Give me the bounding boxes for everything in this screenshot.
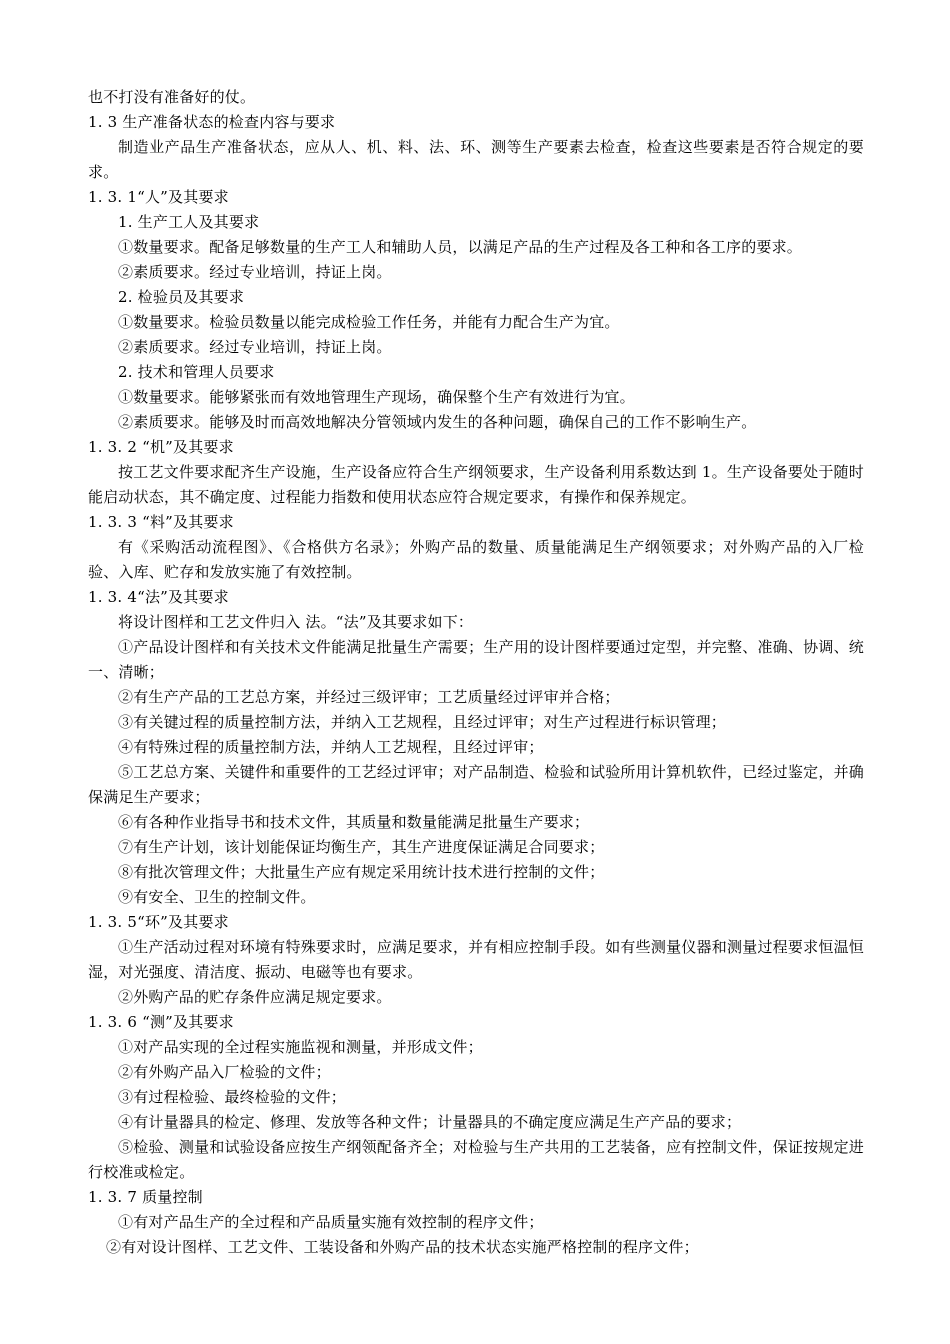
paragraph-line: 2. 技术和管理人员要求: [118, 363, 275, 381]
paragraph-line: ③有关键过程的质量控制方法，并纳入工艺规程，且经过评审；对生产过程进行标识管理；: [118, 713, 727, 731]
paragraph-line: 有《采购活动流程图》、《合格供方名录》；外购产品的数量、质量能满足生产纲领要求；对外购产品的入厂检验、入库、贮存和发放实施了有效控制。: [88, 538, 864, 581]
paragraph-line: ④有特殊过程的质量控制方法，并纳人工艺规程，且经过评审；: [118, 738, 544, 756]
paragraph-line: ①生产活动过程对环境有特殊要求时，应满足要求，并有相应控制手段。如有些测量仪器和测量过程要求恒温恒湿，对光强度、清洁度、振动、电磁等也有要求。: [88, 938, 864, 981]
paragraph-line: ②素质要求。经过专业培训，持证上岗。: [118, 338, 392, 356]
paragraph-line: ②有生产产品的工艺总方案，并经过三级评审；工艺质量经过评审并合格；: [118, 688, 620, 706]
paragraph-line: ①产品设计图样和有关技术文件能满足批量生产需要；生产用的设计图样要通过定型，并完整、准确、协调、统一、清晰；: [88, 638, 864, 681]
section-heading: 1. 3. 4“法”及其要求: [88, 588, 229, 606]
paragraph-line: ⑦有生产计划，该计划能保证均衡生产，其生产进度保证满足合同要求；: [118, 838, 605, 856]
paragraph-line: 按工艺文件要求配齐生产设施，生产设备应符合生产纲领要求，生产设备利用系数达到 1。生产设备要处于随时能启动状态，其不确定度、过程能力指数和使用状态应符合规定要求，有操作和保养规定。: [88, 463, 864, 506]
paragraph-line: ⑤检验、测量和试验设备应按生产纲领配备齐全；对检验与生产共用的工艺装备，应有控制文件，保证按规定进行校准或检定。: [88, 1138, 864, 1181]
section-heading: 1. 3. 7 质量控制: [88, 1188, 203, 1206]
paragraph-line: ②素质要求。能够及时而高效地解决分管领域内发生的各种问题，确保自己的工作不影响生产。: [118, 413, 757, 431]
paragraph-line: ①数量要求。能够紧张而有效地管理生产现场，确保整个生产有效进行为宜。: [118, 388, 635, 406]
paragraph-line: 将设计图样和工艺文件归入 法。“法”及其要求如下：: [118, 613, 474, 631]
paragraph-line: 2. 检验员及其要求: [118, 288, 245, 306]
paragraph-line: ①有对产品生产的全过程和产品质量实施有效控制的程序文件；: [118, 1213, 544, 1231]
paragraph-line: ⑨有安全、卫生的控制文件。: [118, 888, 316, 906]
paragraph-line: ⑧有批次管理文件；大批量生产应有规定采用统计技术进行控制的文件；: [118, 863, 605, 881]
section-heading: 1. 3. 2 “机”及其要求: [88, 438, 234, 456]
paragraph-line: ②素质要求。经过专业培训，持证上岗。: [118, 263, 392, 281]
paragraph-line: 1. 生产工人及其要求: [118, 213, 260, 231]
section-heading: 也不打没有准备好的仗。: [88, 88, 256, 106]
section-heading: 1. 3. 5“环”及其要求: [88, 913, 229, 931]
section-heading: 1. 3. 6 “测”及其要求: [88, 1013, 234, 1031]
paragraph-line: ①对产品实现的全过程实施监视和测量，并形成文件；: [118, 1038, 483, 1056]
paragraph-line: ②有对设计图样、工艺文件、工装设备和外购产品的技术状态实施严格控制的程序文件；: [106, 1238, 699, 1256]
paragraph-line: ⑥有各种作业指导书和技术文件，其质量和数量能满足批量生产要求；: [118, 813, 590, 831]
paragraph-line: 制造业产品生产准备状态，应从人、机、料、法、环、测等生产要素去检查，检查这些要素是否符合规定的要求。: [88, 138, 864, 181]
section-heading: 1. 3. 1“人”及其要求: [88, 188, 229, 206]
document-body: [88, 85, 864, 1260]
paragraph-line: ⑤工艺总方案、关键件和重要件的工艺经过评审；对产品制造、检验和试验所用计算机软件，已经过鉴定，并确保满足生产要求；: [88, 763, 864, 806]
section-heading: 1. 3. 3 “料”及其要求: [88, 513, 234, 531]
paragraph-line: ②有外购产品入厂检验的文件；: [118, 1063, 331, 1081]
paragraph-line: ③有过程检验、最终检验的文件；: [118, 1088, 347, 1106]
paragraph-line: ①数量要求。检验员数量以能完成检验工作任务，并能有力配合生产为宜。: [118, 313, 620, 331]
section-heading: 1. 3 生产准备状态的检查内容与要求: [88, 113, 336, 131]
paragraph-line: ④有计量器具的检定、修理、发放等各种文件；计量器具的不确定度应满足生产产品的要求；: [118, 1113, 742, 1131]
paragraph-line: ①数量要求。配备足够数量的生产工人和辅助人员，以满足产品的生产过程及各工种和各工序的要求。: [118, 238, 803, 256]
paragraph-line: ②外购产品的贮存条件应满足规定要求。: [118, 988, 392, 1006]
